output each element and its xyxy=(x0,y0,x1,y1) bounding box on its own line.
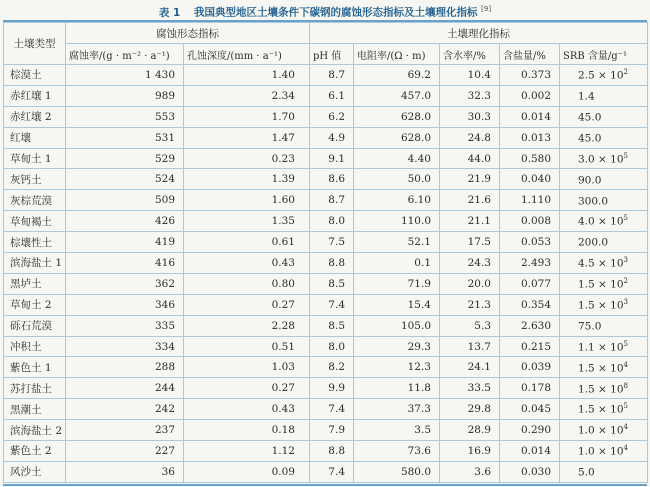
soil-name-cell: 棕漠土 xyxy=(4,65,66,86)
srb-content-cell xyxy=(560,336,648,357)
soil-name-cell: 黑潮土 xyxy=(4,399,66,420)
corrosion-rate-cell: 419 xyxy=(66,232,184,253)
corrosion-rate-cell: 529 xyxy=(66,148,184,169)
resistivity-cell: 69.2 xyxy=(354,65,440,86)
salt-content-cell: 0.354 xyxy=(500,294,560,315)
water-content-cell: 16.9 xyxy=(440,441,500,462)
soil-name-cell: 风沙土 xyxy=(4,461,66,482)
corrosion-rate-cell: 362 xyxy=(66,273,184,294)
srb-value: 1.5 × 10 xyxy=(578,299,624,312)
pit-depth-cell: 1.12 xyxy=(184,441,310,462)
resistivity-cell: 3.5 xyxy=(354,420,440,441)
srb-content-cell xyxy=(560,273,648,294)
corrosion-rate-cell: 227 xyxy=(66,441,184,462)
salt-content-cell: 0.215 xyxy=(500,336,560,357)
salt-content-cell: 0.290 xyxy=(500,420,560,441)
soil-name-cell: 棕壤性土 xyxy=(4,232,66,253)
table-number: 表 1 xyxy=(158,6,181,19)
srb-content-cell xyxy=(560,399,648,420)
srb-value: 45.0 xyxy=(578,132,602,145)
salt-content-cell: 0.077 xyxy=(500,273,560,294)
table-row xyxy=(4,461,648,482)
srb-value: 4.5 × 10 xyxy=(578,257,624,270)
corrosion-rate-cell: 288 xyxy=(66,357,184,378)
soil-name-cell: 紫色土 1 xyxy=(4,357,66,378)
table-row xyxy=(4,211,648,232)
corrosion-rate-cell: 334 xyxy=(66,336,184,357)
water-content-cell: 24.8 xyxy=(440,127,500,148)
table-row xyxy=(4,253,648,274)
resistivity-cell: 11.8 xyxy=(354,378,440,399)
salt-content-cell: 2.493 xyxy=(500,253,560,274)
srb-exponent: 4 xyxy=(623,444,629,453)
ph-cell: 8.7 xyxy=(310,190,354,211)
water-content-cell: 24.3 xyxy=(440,253,500,274)
srb-content-cell xyxy=(560,441,648,462)
pit-depth-cell: 0.23 xyxy=(184,148,310,169)
salt-content-cell: 0.040 xyxy=(500,169,560,190)
corrosion-rate-cell: 553 xyxy=(66,106,184,127)
srb-value: 1.0 × 10 xyxy=(578,424,624,437)
resistivity-cell: 71.9 xyxy=(354,273,440,294)
header-pit-depth: 孔蚀深度/(mm · a⁻¹) xyxy=(184,44,310,65)
water-content-cell: 21.3 xyxy=(440,294,500,315)
ph-cell: 8.5 xyxy=(310,315,354,336)
ph-cell: 8.5 xyxy=(310,273,354,294)
pit-depth-cell: 0.18 xyxy=(184,420,310,441)
ph-cell: 7.4 xyxy=(310,294,354,315)
pit-depth-cell: 1.03 xyxy=(184,357,310,378)
srb-content-cell xyxy=(560,190,648,211)
pit-depth-cell: 0.80 xyxy=(184,273,310,294)
salt-content-cell: 0.013 xyxy=(500,127,560,148)
resistivity-cell: 110.0 xyxy=(354,211,440,232)
srb-value: 1.5 × 10 xyxy=(578,362,624,375)
salt-content-cell: 1.110 xyxy=(500,190,560,211)
resistivity-cell: 628.0 xyxy=(354,127,440,148)
srb-value: 200.0 xyxy=(578,236,609,249)
salt-content-cell: 0.002 xyxy=(500,85,560,106)
srb-content-cell xyxy=(560,378,648,399)
pit-depth-cell: 0.51 xyxy=(184,336,310,357)
ph-cell: 8.0 xyxy=(310,211,354,232)
corrosion-rate-cell: 531 xyxy=(66,127,184,148)
srb-value: 1.5 × 10 xyxy=(578,403,624,416)
srb-value: 300.0 xyxy=(578,195,609,208)
salt-content-cell: 0.178 xyxy=(500,378,560,399)
resistivity-cell: 457.0 xyxy=(354,85,440,106)
corrosion-rate-cell: 416 xyxy=(66,253,184,274)
srb-content-cell xyxy=(560,127,648,148)
pit-depth-cell: 0.43 xyxy=(184,253,310,274)
srb-value: 3.0 × 10 xyxy=(578,153,624,166)
soil-name-cell: 苏打盐土 xyxy=(4,378,66,399)
salt-content-cell: 0.008 xyxy=(500,211,560,232)
srb-value: 4.0 × 10 xyxy=(578,215,624,228)
ph-cell: 8.8 xyxy=(310,253,354,274)
header-resistivity: 电阻率/(Ω · m) xyxy=(354,44,440,65)
salt-content-cell: 0.014 xyxy=(500,441,560,462)
srb-exponent: 2 xyxy=(623,68,629,77)
srb-content-cell xyxy=(560,294,648,315)
header-group-physchem: 土壤理化指标 xyxy=(310,23,648,44)
resistivity-cell: 628.0 xyxy=(354,106,440,127)
ph-cell: 6.1 xyxy=(310,85,354,106)
table-row xyxy=(4,127,648,148)
water-content-cell: 28.9 xyxy=(440,420,500,441)
resistivity-cell: 0.1 xyxy=(354,253,440,274)
soil-name-cell: 滨海盐土 2 xyxy=(4,420,66,441)
srb-exponent: 3 xyxy=(623,256,629,265)
resistivity-cell: 6.10 xyxy=(354,190,440,211)
srb-content-cell xyxy=(560,461,648,482)
reference-mark: [9] xyxy=(481,5,492,13)
srb-exponent: 4 xyxy=(623,360,629,369)
srb-exponent: 5 xyxy=(623,402,629,411)
header-group-corrosion: 腐蚀形态指标 xyxy=(66,23,310,44)
table-row xyxy=(4,441,648,462)
ph-cell: 8.7 xyxy=(310,65,354,86)
srb-value: 2.5 × 10 xyxy=(578,69,624,82)
table-row xyxy=(4,357,648,378)
ph-cell: 7.4 xyxy=(310,399,354,420)
corrosion-rate-cell: 509 xyxy=(66,190,184,211)
srb-exponent: 5 xyxy=(623,151,629,160)
pit-depth-cell: 1.47 xyxy=(184,127,310,148)
ph-cell: 6.2 xyxy=(310,106,354,127)
srb-value: 90.0 xyxy=(578,174,602,187)
header-corrosion-rate: 腐蚀率/(g · m⁻² · a⁻¹) xyxy=(66,44,184,65)
srb-value: 1.4 xyxy=(578,90,595,103)
salt-content-cell: 0.014 xyxy=(500,106,560,127)
table-row xyxy=(4,65,648,86)
pit-depth-cell: 1.60 xyxy=(184,190,310,211)
soil-name-cell: 紫色土 2 xyxy=(4,441,66,462)
corrosion-rate-cell: 335 xyxy=(66,315,184,336)
srb-exponent: 8 xyxy=(623,381,629,390)
table-row xyxy=(4,336,648,357)
water-content-cell: 3.6 xyxy=(440,461,500,482)
water-content-cell: 10.4 xyxy=(440,65,500,86)
corrosion-rate-cell: 524 xyxy=(66,169,184,190)
table-row xyxy=(4,232,648,253)
srb-value: 1.1 × 10 xyxy=(578,341,624,354)
water-content-cell: 33.5 xyxy=(440,378,500,399)
srb-content-cell xyxy=(560,169,648,190)
srb-content-cell xyxy=(560,211,648,232)
water-content-cell: 29.8 xyxy=(440,399,500,420)
soil-name-cell: 冲积土 xyxy=(4,336,66,357)
ph-cell: 7.4 xyxy=(310,461,354,482)
resistivity-cell: 15.4 xyxy=(354,294,440,315)
table-title: 我国典型地区土壤条件下碳钢的腐蚀形态指标及土壤理化指标 xyxy=(194,6,478,19)
srb-content-cell xyxy=(560,253,648,274)
resistivity-cell: 29.3 xyxy=(354,336,440,357)
srb-content-cell xyxy=(560,65,648,86)
salt-content-cell: 0.373 xyxy=(500,65,560,86)
corrosion-rate-cell: 426 xyxy=(66,211,184,232)
pit-depth-cell: 0.61 xyxy=(184,232,310,253)
corrosion-rate-cell: 1 430 xyxy=(66,65,184,86)
soil-name-cell: 草甸褐土 xyxy=(4,211,66,232)
data-table xyxy=(3,22,648,483)
salt-content-cell: 0.039 xyxy=(500,357,560,378)
salt-content-cell: 0.045 xyxy=(500,399,560,420)
water-content-cell: 24.1 xyxy=(440,357,500,378)
srb-exponent: 5 xyxy=(623,339,629,348)
srb-exponent: 4 xyxy=(623,423,629,432)
corrosion-rate-cell: 346 xyxy=(66,294,184,315)
srb-value: 1.0 × 10 xyxy=(578,445,624,458)
srb-content-cell xyxy=(560,106,648,127)
table-body xyxy=(4,65,648,483)
header-salt-content: 含盐量/% xyxy=(500,44,560,65)
water-content-cell: 20.0 xyxy=(440,273,500,294)
pit-depth-cell: 0.43 xyxy=(184,399,310,420)
table-row xyxy=(4,399,648,420)
pit-depth-cell: 0.09 xyxy=(184,461,310,482)
pit-depth-cell: 1.39 xyxy=(184,169,310,190)
soil-name-cell: 灰钙土 xyxy=(4,169,66,190)
corrosion-rate-cell: 989 xyxy=(66,85,184,106)
srb-content-cell xyxy=(560,315,648,336)
water-content-cell: 5.3 xyxy=(440,315,500,336)
table-row xyxy=(4,169,648,190)
table-row xyxy=(4,420,648,441)
water-content-cell: 21.6 xyxy=(440,190,500,211)
pit-depth-cell: 1.35 xyxy=(184,211,310,232)
water-content-cell: 32.3 xyxy=(440,85,500,106)
water-content-cell: 13.7 xyxy=(440,336,500,357)
soil-name-cell: 草甸土 1 xyxy=(4,148,66,169)
water-content-cell: 17.5 xyxy=(440,232,500,253)
header-ph: pH 值 xyxy=(310,44,354,65)
resistivity-cell: 4.40 xyxy=(354,148,440,169)
resistivity-cell: 37.3 xyxy=(354,399,440,420)
table-row xyxy=(4,148,648,169)
srb-value: 75.0 xyxy=(578,320,602,333)
srb-exponent: 5 xyxy=(623,214,629,223)
srb-value: 1.5 × 10 xyxy=(578,278,624,291)
srb-content-cell xyxy=(560,420,648,441)
salt-content-cell: 2.630 xyxy=(500,315,560,336)
pit-depth-cell: 1.70 xyxy=(184,106,310,127)
srb-content-cell xyxy=(560,148,648,169)
table-row xyxy=(4,273,648,294)
resistivity-cell: 105.0 xyxy=(354,315,440,336)
soil-name-cell: 滨海盐土 1 xyxy=(4,253,66,274)
water-content-cell: 44.0 xyxy=(440,148,500,169)
header-water-content: 含水率/% xyxy=(440,44,500,65)
bottom-rule xyxy=(3,484,647,486)
pit-depth-cell: 1.40 xyxy=(184,65,310,86)
srb-content-cell xyxy=(560,85,648,106)
ph-cell: 8.6 xyxy=(310,169,354,190)
soil-name-cell: 黑垆土 xyxy=(4,273,66,294)
header-srb: SRB 含量/g⁻¹ xyxy=(560,44,648,65)
ph-cell: 9.9 xyxy=(310,378,354,399)
soil-name-cell: 砾石荒漠 xyxy=(4,315,66,336)
soil-name-cell: 赤红壤 2 xyxy=(4,106,66,127)
salt-content-cell: 0.580 xyxy=(500,148,560,169)
corrosion-rate-cell: 36 xyxy=(66,461,184,482)
corrosion-rate-cell: 244 xyxy=(66,378,184,399)
ph-cell: 9.1 xyxy=(310,148,354,169)
table-row xyxy=(4,294,648,315)
ph-cell: 7.5 xyxy=(310,232,354,253)
soil-name-cell: 赤红壤 1 xyxy=(4,85,66,106)
salt-content-cell: 0.053 xyxy=(500,232,560,253)
srb-content-cell xyxy=(560,357,648,378)
header-soil-type: 土壤类型 xyxy=(4,23,66,65)
water-content-cell: 30.3 xyxy=(440,106,500,127)
soil-name-cell: 红壤 xyxy=(4,127,66,148)
table-caption xyxy=(0,0,650,18)
resistivity-cell: 580.0 xyxy=(354,461,440,482)
soil-name-cell: 灰棕荒漠 xyxy=(4,190,66,211)
resistivity-cell: 73.6 xyxy=(354,441,440,462)
ph-cell: 8.2 xyxy=(310,357,354,378)
salt-content-cell: 0.030 xyxy=(500,461,560,482)
srb-value: 45.0 xyxy=(578,111,602,124)
srb-exponent: 3 xyxy=(623,297,629,306)
soil-name-cell: 草甸土 2 xyxy=(4,294,66,315)
pit-depth-cell: 2.34 xyxy=(184,85,310,106)
pit-depth-cell: 0.27 xyxy=(184,294,310,315)
water-content-cell: 21.1 xyxy=(440,211,500,232)
table-row xyxy=(4,190,648,211)
pit-depth-cell: 2.28 xyxy=(184,315,310,336)
srb-content-cell xyxy=(560,232,648,253)
header-row-groups xyxy=(4,23,648,44)
table-row xyxy=(4,315,648,336)
srb-exponent: 2 xyxy=(623,277,629,286)
corrosion-rate-cell: 242 xyxy=(66,399,184,420)
ph-cell: 8.0 xyxy=(310,336,354,357)
resistivity-cell: 12.3 xyxy=(354,357,440,378)
table-row xyxy=(4,106,648,127)
corrosion-rate-cell: 237 xyxy=(66,420,184,441)
header-row-columns xyxy=(4,44,648,65)
ph-cell: 8.8 xyxy=(310,441,354,462)
ph-cell: 7.9 xyxy=(310,420,354,441)
pit-depth-cell: 0.27 xyxy=(184,378,310,399)
resistivity-cell: 52.1 xyxy=(354,232,440,253)
srb-value: 1.5 × 10 xyxy=(578,383,624,396)
table-row xyxy=(4,378,648,399)
resistivity-cell: 50.0 xyxy=(354,169,440,190)
ph-cell: 4.9 xyxy=(310,127,354,148)
srb-value: 5.0 xyxy=(578,466,595,479)
table-row xyxy=(4,85,648,106)
water-content-cell: 21.9 xyxy=(440,169,500,190)
